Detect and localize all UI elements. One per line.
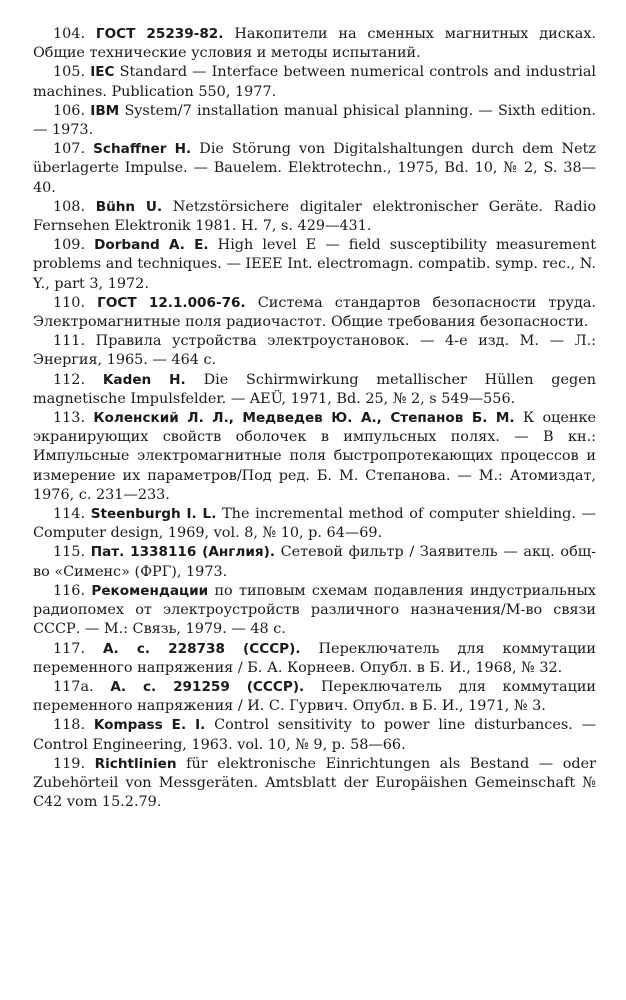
reference-author: IEC — [90, 64, 115, 81]
reference-list — [33, 25, 596, 812]
reference-author: Dorband A. E. — [94, 237, 209, 254]
reference-author: Коленский Л. Л., Медведев Ю. А., Степанов Б. М. — [93, 410, 515, 427]
reference-number: 119. — [53, 755, 86, 772]
reference-text: Die Störung von Digitalshaltungen durch dem Netz überlagerte Impulse. — Bauelem. Elektrotechn., 1975, Bd. 10, № 2, S. 38—40. — [33, 141, 596, 196]
reference-text: по типовым схемам подавления индустриальных радиопомех от электроустройств различного назначения/М-во связи СССР. — М.: Связь, 1979. — 48 с. — [33, 582, 596, 638]
reference-number: 117а. — [53, 678, 94, 695]
reference-number: 113. — [53, 410, 86, 427]
reference-author: Kaden H. — [102, 371, 186, 388]
reference-number: 118. — [53, 717, 86, 734]
reference-number: 110. — [53, 294, 86, 311]
reference-text: Die Schirmwirkung metallischer Hüllen gegen magnetische Impulsfelder. — AEÜ, 1971, Bd. 25, № 2, s 549—556. — [33, 371, 597, 407]
reference-number: 104. — [53, 26, 86, 42]
reference-author: А. с. 291259 (СССР). — [110, 678, 305, 695]
reference-entry — [33, 198, 596, 236]
reference-author: ГОСТ 25239-82. — [95, 26, 224, 42]
reference-entry — [33, 640, 596, 678]
reference-entry — [33, 409, 596, 505]
reference-number: 115. — [53, 544, 86, 561]
reference-number: 106. — [53, 102, 86, 119]
reference-number: 114. — [53, 506, 86, 523]
reference-entry — [33, 582, 596, 640]
reference-author: А. с. 228738 (СССР). — [103, 640, 301, 657]
reference-text: Standard — Interface between numerical controls and industrial machines. Publication 550, 1977. — [33, 64, 597, 100]
reference-text: Правила устройства электроустановок. — 4-е изд. М. — Л.: Энергия, 1965. — 464 с. — [33, 333, 596, 369]
reference-text: Накопители на сменных магнитных дисках. Общие технические условия и методы испытаний. — [33, 26, 597, 62]
reference-entry — [33, 505, 596, 543]
reference-text: Control sensitivity to power line disturbances. — Control Engineering, 1963. vol. 10, № 9, p. 58—66. — [33, 717, 597, 753]
reference-text: Сетевой фильтр / Заявитель — акц. общ-во «Сименс» (ФРГ), 1973. — [33, 544, 596, 580]
reference-number: 116. — [53, 582, 86, 599]
reference-text: Netzstörsichere digitaler elektronischer Geräte. Radio Fernsehen Elektronik 1981. H. 7, s. 429—431. — [33, 198, 596, 235]
reference-number: 109. — [53, 237, 86, 254]
reference-text: Переключатель для коммутации переменного напряжения / Б. А. Корнеев. Опубл. в Б. И., 1968, № 32. — [33, 640, 597, 676]
reference-author: Bühn U. — [95, 198, 163, 215]
reference-author: Рекомендации — [91, 582, 209, 599]
reference-author: Richtlinien — [94, 755, 177, 772]
reference-author: Schaffner H. — [93, 141, 192, 158]
reference-author: Kompass E. I. — [93, 717, 206, 734]
reference-entry — [33, 755, 596, 813]
reference-entry — [33, 25, 596, 63]
reference-entry — [33, 716, 596, 754]
reference-text: System/7 installation manual phisical planning. — Sixth edition. — 1973. — [33, 102, 597, 139]
reference-entry — [33, 102, 596, 140]
reference-entry — [33, 236, 596, 294]
reference-entry — [33, 332, 596, 370]
reference-author: Пат. 1338116 (Англия). — [90, 544, 275, 561]
reference-author: Steenburgh I. L. — [90, 506, 217, 523]
reference-number: 105. — [53, 64, 86, 81]
reference-text: The incremental method of computer shielding. — Computer design, 1969, vol. 8, № 10, p. 64—69. — [33, 506, 596, 542]
reference-entry — [33, 371, 596, 409]
reference-number: 112. — [53, 371, 86, 388]
reference-number: 111. — [53, 333, 86, 350]
reference-entry — [33, 543, 596, 581]
reference-text: Переключатель для коммутации переменного напряжения / И. С. Гурвич. Опубл. в Б. И., 1971, № 3. — [33, 678, 597, 715]
reference-number: 107. — [53, 141, 86, 158]
reference-number: 108. — [53, 198, 86, 215]
reference-text: High level E — field susceptibility measurement problems and techniques. — IEEE Int. electromagn. compatib. symp. rec., N. Y., part 3, 1972. — [33, 237, 596, 292]
reference-text: für elektronische Einrichtungen als Bestand — oder Zubehörteil von Messgeräten. Amtsblatt der Europäishen Gemeinschaft № C42 vom 15.2.79. — [33, 755, 596, 811]
reference-number: 117. — [53, 640, 86, 657]
reference-entry — [33, 294, 596, 332]
reference-text: К оценке экранирующих свойств оболочек в импульсных полях. — В кн.: Импульсные электромагнитные поля быстропротекающих процессов и измерение их параметров/Под ред. Б. М. Степанова. — М.: Атомиздат, 1976, с. 231—233. — [33, 410, 597, 503]
reference-author: IBM — [90, 102, 120, 119]
reference-text: Система стандартов безопасности труда. Электромагнитные поля радиочастот. Общие требования безопасности. — [33, 294, 597, 331]
reference-entry — [33, 140, 596, 198]
reference-entry — [33, 678, 596, 716]
reference-entry — [33, 63, 596, 101]
reference-author: ГОСТ 12.1.006-76. — [97, 294, 246, 311]
